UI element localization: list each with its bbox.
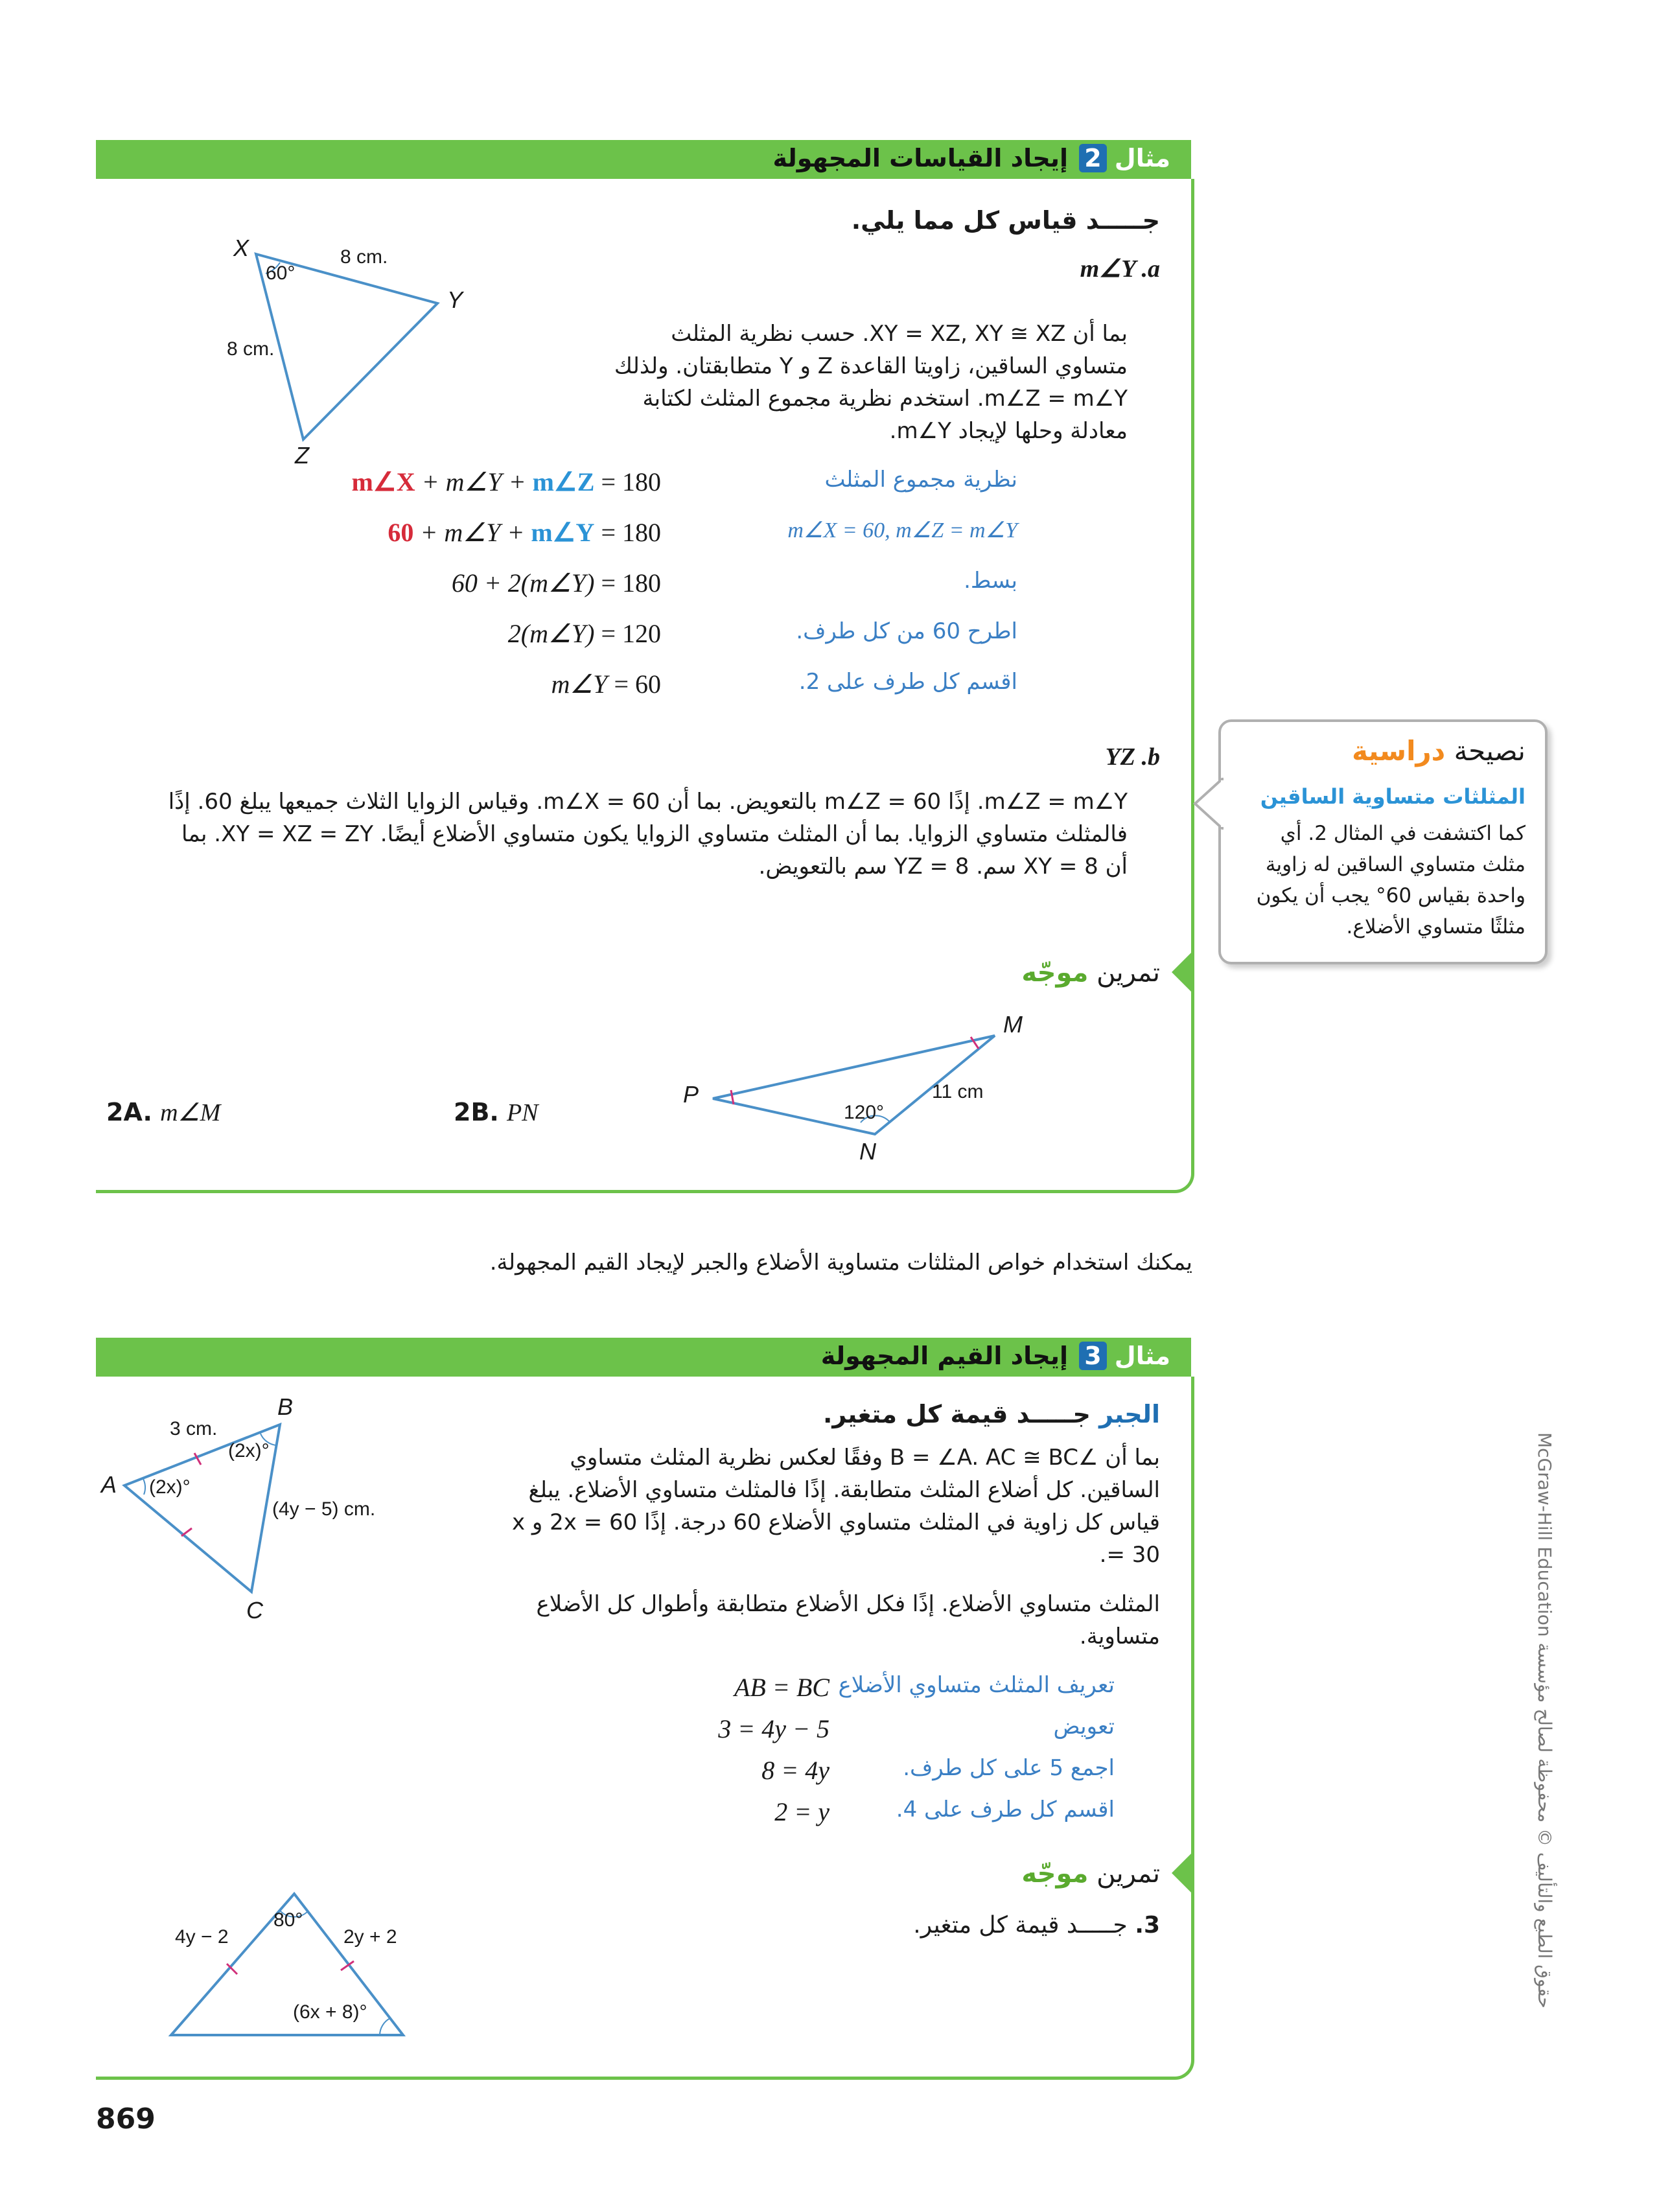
step-reason: اجمع 5 على كل طرف.	[903, 1755, 1115, 1781]
step-eq-red: 60	[388, 518, 414, 547]
angle-x-label: 60°	[266, 262, 296, 284]
exercise-math: PN	[506, 1099, 539, 1126]
exercise-text: جـــــد قيمة كل متغير.	[913, 1912, 1128, 1938]
example-tag: مثال	[1109, 1342, 1176, 1370]
vertex-b-label: B	[277, 1393, 294, 1420]
study-tip-box	[1218, 719, 1548, 964]
step-right: 4y − 5	[761, 1714, 830, 1743]
example-title: إيجاد القيم المجهولة	[820, 1342, 1069, 1370]
tip-pointer-icon	[1192, 778, 1224, 830]
part-a-label: m∠Y .a	[1080, 255, 1160, 283]
step-reason: نظرية مجموع المثلث	[824, 467, 1017, 493]
exercise-2a	[106, 1098, 220, 1127]
example-title: إيجاد القياسات المجهولة	[772, 144, 1069, 172]
example-number: 3	[1079, 1342, 1106, 1370]
step-eq: m∠Y	[551, 669, 608, 699]
guided-practice-label	[1021, 958, 1160, 988]
exercise-math: m∠M	[160, 1099, 221, 1126]
angle-b-label: (2x)°	[228, 1440, 270, 1461]
exercise-3	[913, 1912, 1160, 1938]
instruction-text: جـــــد قيمة كل متغير.	[822, 1400, 1091, 1428]
angle-bottom-label: (6x + 8)°	[293, 2001, 367, 2023]
vertex-p-label: P	[683, 1081, 699, 1108]
example-3-para2: المثلث متساوي الأضلاع. إذًا فكل الأضلاع متطابقة وأطوال كل الأضلاع متساوية.	[536, 1591, 1160, 1649]
side-xy-label: 8 cm.	[340, 246, 388, 268]
exercise-number: 3.	[1135, 1912, 1160, 1938]
study-tip-title-2: دراسية	[1352, 735, 1446, 767]
step-left: 8	[761, 1756, 775, 1785]
step-reason: اقسم كل طرف على 4.	[896, 1797, 1115, 1822]
step-eq-end: = 180	[594, 467, 661, 496]
example-3-header	[96, 1338, 1191, 1377]
example-2-steps	[311, 467, 1115, 706]
step-right: BC	[796, 1673, 830, 1702]
step-eq-end: = 120	[594, 619, 661, 648]
example-number: 2	[1079, 144, 1106, 172]
vertex-z-label: Z	[295, 442, 309, 469]
example-2-instruction: جـــــد قياس كل مما يلي.	[851, 206, 1160, 235]
exercise-number: 2A.	[106, 1098, 152, 1126]
vertex-n-label: N	[859, 1138, 876, 1165]
part-a-text: بما أن XY = XZ, XY ≅ XZ. حسب نظرية المثلث متساوي الساقين، زاويتا القاعدة Z و Y متطابقتان. ولذلك m∠Z = m∠Y. استخدم نظرية مجموع المثلث لكتابة معادلة وحلها لإيجاد m∠Y.	[614, 321, 1128, 444]
step-right: 4y	[805, 1756, 830, 1785]
angle-n-label: 120°	[844, 1102, 885, 1123]
example-3-steps: AB = BC تعريف المثلث متساوي الأضلاع 3 = 4y − 5 تعويض 8 = 4y اجمع 5 على كل طرف. 2 = y اقسم كل طرف على 4.	[718, 1672, 1115, 1826]
guided-label-2: موجّه	[1021, 958, 1089, 988]
example-3-para1: بما أن ∠B = ∠A. AC ≅ BC وفقًا لعكس نظرية المثلث متساوي الساقين. كل أضلاع المثلث متطابقة. إذًا فالمثلث متساوي الأضلاع. يبلغ قياس كل زاوية في المثلث متساوي الأضلاع 60 درجة. إذًا 2x = 60 و x = 30.	[511, 1445, 1160, 1568]
side-bc-label: (4y − 5) cm.	[272, 1498, 376, 1520]
study-tip-title-1: نصيحة	[1454, 735, 1526, 767]
side-xz-label: 8 cm.	[227, 338, 275, 360]
step-left: AB	[734, 1673, 766, 1702]
step-left: 2	[774, 1797, 788, 1826]
side-mn-label: 11 cm	[932, 1081, 984, 1102]
part-b-label: YZ .b	[1105, 743, 1160, 771]
part-b-text: m∠Z = m∠Y. إذًا m∠Z = 60 بالتعويض. بما أن m∠X = 60. وقياس الزوايا الثلاث جميعها يبلغ 60. إذًا فالمثلث متساوي الزوايا. بما أن المثلث متساوي الزوايا يكون متساوي الأضلاع أيضًا. XY = XZ = ZY. بما أن XY = 8 سم. YZ = 8 سم بالتعويض.	[168, 789, 1128, 879]
exercise-2b	[454, 1098, 539, 1127]
vertex-m-label: M	[1003, 1011, 1023, 1038]
step-reason: اطرح 60 من كل طرف.	[796, 618, 1017, 644]
step-eq-end: = 180	[594, 518, 661, 547]
step-reason: اقسم كل طرف على 2.	[798, 669, 1017, 695]
side-left-label: 4y − 2	[175, 1926, 229, 1948]
guided-label-1: تمرين	[1096, 1859, 1160, 1889]
vertex-c-label: C	[246, 1597, 263, 1624]
study-tip-title	[1352, 735, 1526, 767]
example-tag: مثال	[1109, 144, 1176, 172]
step-eq-blue: m∠Z	[532, 467, 595, 496]
side-credit: McGraw-Hill Education حقوق الطبع والتأليف © محفوظة لصالح مؤسسة	[1534, 1432, 1555, 2008]
guided-arrow-icon	[1172, 1854, 1191, 1892]
exercise-number: 2B.	[454, 1098, 499, 1126]
guided-practice-label-3	[1021, 1859, 1160, 1889]
angle-a-label: (2x)°	[149, 1476, 191, 1498]
step-reason: m∠X = 60, m∠Z = m∠Y	[787, 518, 1017, 542]
step-eq: 60 + 2(m∠Y)	[451, 568, 595, 598]
step-eq-blue: m∠Y	[531, 518, 595, 547]
triangle-exercise-3-figure	[162, 1880, 421, 2048]
side-right-label: 2y + 2	[343, 1926, 397, 1948]
side-ab-label: 3 cm.	[170, 1418, 218, 1439]
intro-text: يمكنك استخدام خواص المثلثات متساوية الأضلاع والجبر لإيجاد القيم المجهولة.	[489, 1250, 1192, 1275]
step-eq-end: = 180	[594, 568, 661, 598]
example-2-header	[96, 140, 1191, 179]
guided-label-2: موجّه	[1021, 1859, 1089, 1889]
guided-arrow-icon	[1172, 953, 1191, 992]
example-3-instruction	[823, 1400, 1160, 1428]
guided-label-1: تمرين	[1096, 958, 1160, 988]
step-reason: بسط.	[964, 568, 1017, 594]
vertex-a-label: A	[101, 1471, 117, 1498]
step-eq: 2(m∠Y)	[507, 619, 595, 648]
page-number: 869	[96, 2102, 156, 2136]
step-reason: تعريف المثلث متساوي الأضلاع	[838, 1672, 1115, 1698]
step-eq: + m∠Y +	[413, 518, 531, 547]
study-tip-text: كما اكتشفت في المثال 2. أي مثلث متساوي الساقين له زاوية واحدة بقياس 60° يجب أن يكون مثلثًا متساوي الأضلاع.	[1256, 822, 1526, 938]
vertex-y-label: Y	[447, 286, 463, 313]
step-eq-end: = 60	[607, 669, 661, 699]
step-right: y	[818, 1797, 830, 1826]
step-eq-red: m∠X	[351, 467, 415, 496]
step-left: 3	[718, 1714, 732, 1743]
step-reason: تعويض	[1053, 1714, 1115, 1740]
step-eq: + m∠Y +	[415, 467, 533, 496]
study-tip-subtitle: المثلثات متساوية الساقين	[1260, 784, 1526, 809]
vertex-x-label: X	[233, 235, 249, 261]
algebra-label: الجبر	[1099, 1400, 1160, 1428]
angle-top-label: 80°	[273, 1909, 303, 1931]
